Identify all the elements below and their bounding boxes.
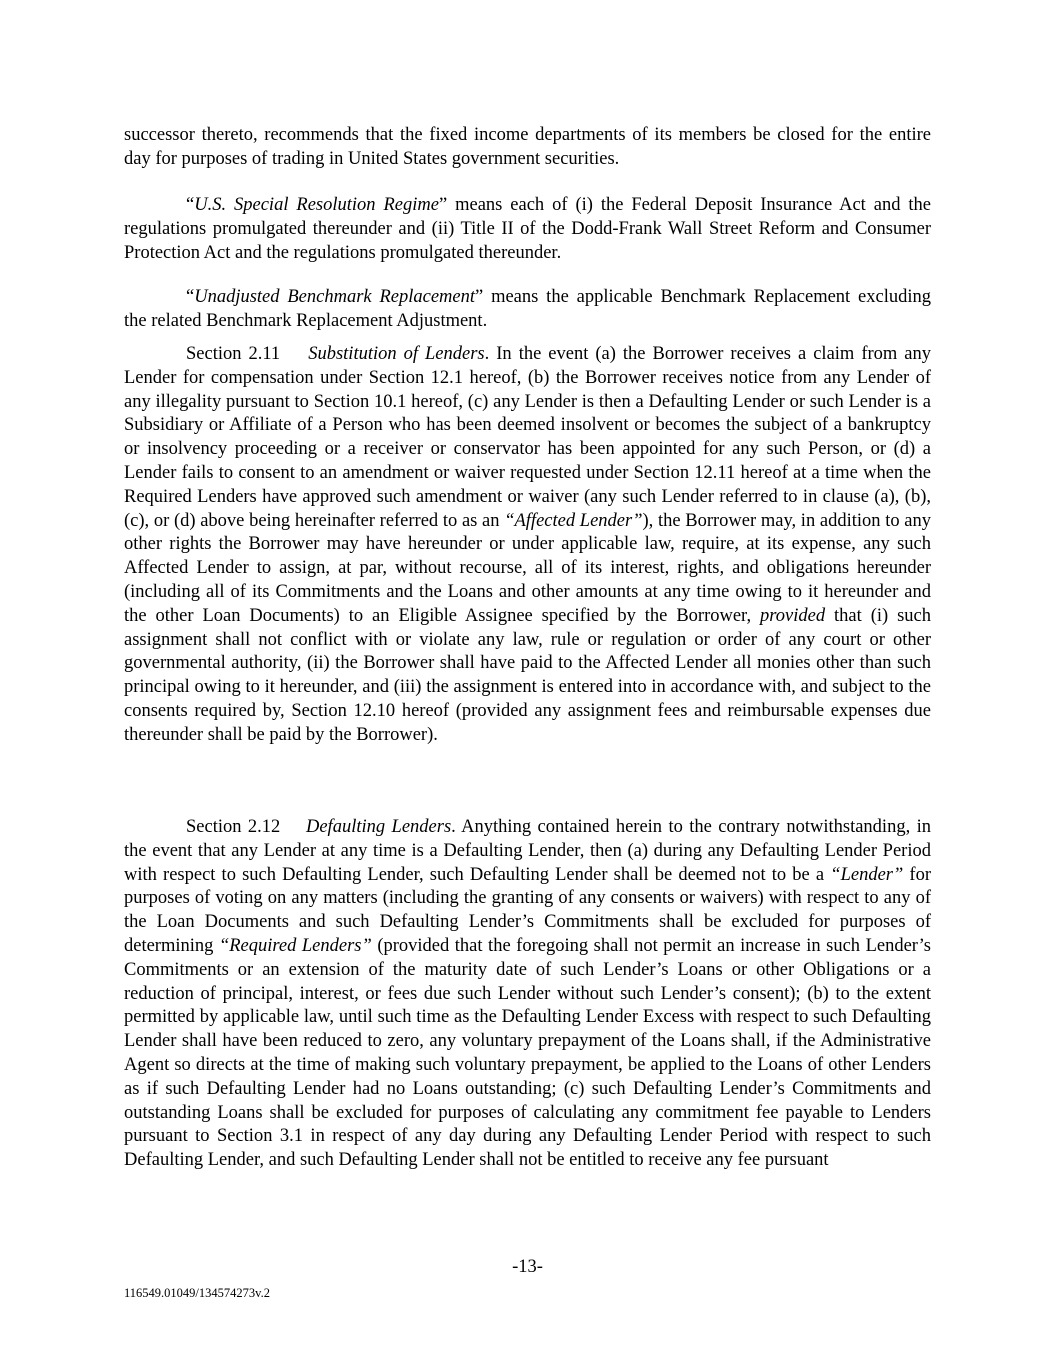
emphasis-term: provided (760, 605, 826, 626)
section-title: Substitution of Lenders (308, 344, 485, 364)
section-text: (provided that the foregoing shall not permit an increase in such Lender’s Commitments or an extension of the maturity date of such Lender’s Loans or other Obligations or a reduction of principal, interest, or fees due such Lender without such Lender’s consent); (b) to the extent permitted by applicable law, until such time as the Defaulting Lender Excess with respect to such Defaulting Lender shall have been reduced to zero, any voluntary prepayment of the Loans shall, if the Administrative Agent so directs at the time of making such voluntary prepayment, be applied to the Loans of other Lenders as if such Defaulting Lender had no Loans outstanding; (c) such Defaulting Lender’s Commitments and outstanding Loans shall be excluded for purposes of calculating any commitment fee payable to Lenders pursuant to Section 3.1 in respect of any day during any Defaulting Lender Period with respect to such Defaulting Lender, and such Defaulting Lender shall not be entitled to receive any fee pursuant (124, 935, 931, 1171)
defined-term: “Affected Lender” (504, 510, 643, 531)
paragraph-continuation-text: successor thereto, recommends that the fixed income departments of its members be closed for the entire day for purposes of trading in United States government securities. (124, 125, 931, 169)
section-number: Section 2.11 (186, 344, 281, 364)
definition-text: means each of (i) the Federal Deposit Insurance Act and the regulations promulgated thereunder and (ii) Title II of the Dodd-Frank Wall Street Reform and Consumer Protection Act and the regulations promulgated thereunder. (124, 195, 931, 263)
section-2-11 (124, 343, 931, 748)
defined-term: U.S. Special Resolution Regime (194, 195, 439, 215)
defined-term: “Lender” (830, 864, 904, 885)
section-2-12 (124, 816, 931, 1173)
open-quote: “ (186, 287, 195, 307)
section-number: Section 2.12 (186, 817, 281, 837)
close-quote: ” (438, 195, 448, 215)
defined-term: “Required Lenders” (218, 935, 372, 956)
document-id: 116549.01049/134574273v.2 (124, 1286, 270, 1300)
page-number: -13- (512, 1257, 543, 1277)
section-text: . In the event (a) the Borrower receives a claim from any Lender for compensation under Section 12.1 hereof, (b) the Borrower receives notice from any Lender of any illegality pursuant to Section 10.1 hereof, (c) any Lender is then a Defaulting Lender or such Lender is a Subsidiary or Affiliate of a Person who has been deemed insolvent or becomes the subject of a bankruptcy or insolvency proceeding or a receiver or conservator has been appointed for any such Person, or (d) a Lender fails to consent to an amendment or waiver requested under Section 12.11 hereof at a time when the Required Lenders have approved such amendment or waiver (any such Lender referred to in clause (a), (b), (c), or (d) above being hereinafter referred to as an (124, 344, 932, 531)
definition-us-special-resolution-regime (124, 194, 931, 265)
section-title: Defaulting Lenders (305, 817, 452, 837)
section-text: ), the Borrower may, in addition to any other rights the Borrower may have hereunder or under applicable law, require, at its expense, any such Affected Lender to assign, at par, without recourse, all of its interest, rights, and obligations hereunder (including all of its Commitments and the Loans and other amounts at any time owing to it hereunder and the other Loan Documents) to an Eligible Assignee specified by the Borrower, (124, 510, 932, 626)
section-text: . Anything contained herein to the contrary notwithstanding, in the event that any Lender at any time is a Defaulting Lender, then (a) during any Defaulting Lender Period with respect to such Defaulting Lender, such Defaulting Lender shall be deemed not to be a (124, 817, 932, 885)
section-text: for purposes of voting on any matters (including the granting of any consents or waivers) with respect to any of the Loan Documents and such Defaulting Lender’s Commitments shall be excluded for purposes of determining (124, 864, 931, 956)
definition-unadjusted-benchmark-replacement (124, 286, 931, 334)
defined-term: Unadjusted Benchmark Replacement (194, 287, 475, 307)
section-text: that (i) such assignment shall not conflict with or violate any law, rule or regulation or order of any court or other governmental authority, (ii) the Borrower shall have paid to the Affected Lender all monies other than such principal owing to it hereunder, and (iii) the assignment is entered into in accordance with, and subject to the consents required by, Section 12.10 hereof (provided any assignment fees and reimbursable expenses due thereunder shall be paid by the Borrower). (124, 605, 931, 745)
open-quote: “ (186, 195, 195, 215)
definition-text: means the applicable Benchmark Replacement excluding the related Benchmark Replacement Adjustment. (124, 287, 931, 331)
paragraph-continuation (124, 124, 931, 172)
close-quote: ” (475, 287, 484, 307)
